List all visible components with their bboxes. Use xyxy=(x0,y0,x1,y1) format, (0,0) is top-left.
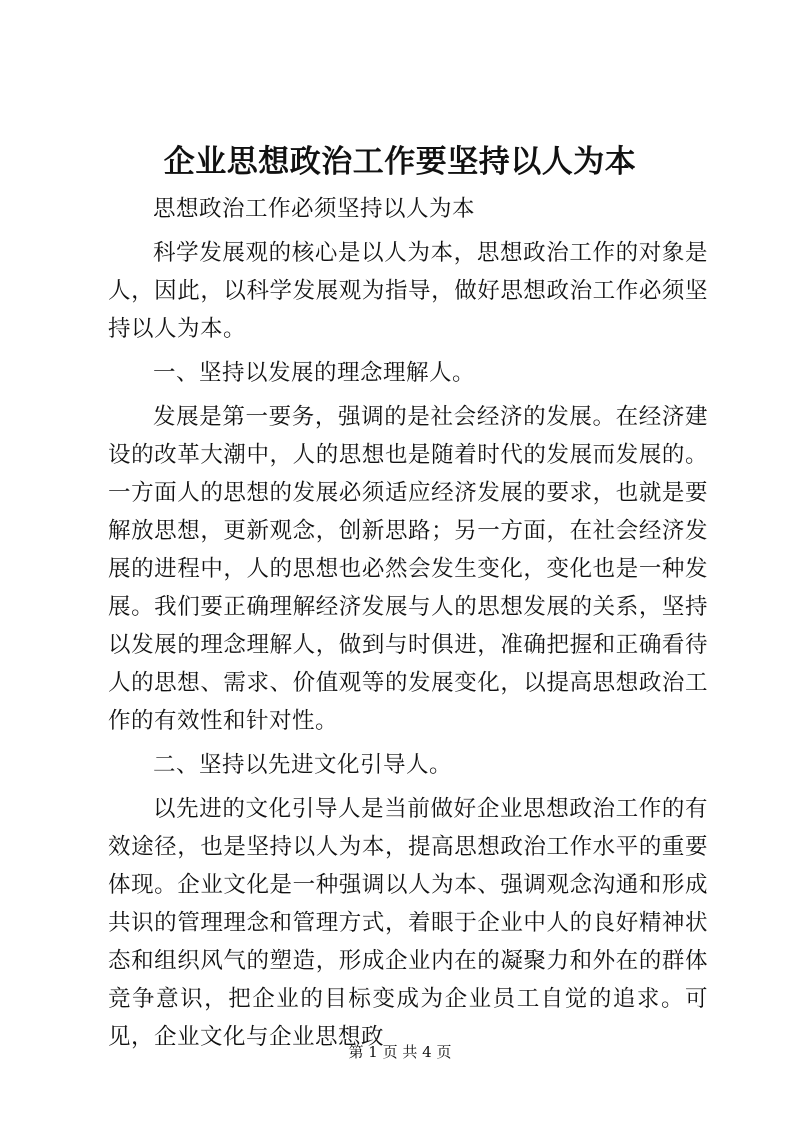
section-heading-2: 二、坚持以先进文化引导人。 xyxy=(153,752,453,778)
section-heading-1: 一、坚持以发展的理念理解人。 xyxy=(153,360,476,386)
paragraph-section-2: 以先进的文化引导人是当前做好企业思想政治工作的有效途径，也是坚持以人为本，提高思想政治工作水平的重要体现。企业文化是一种强调以人为本、强调观念沟通和形成共识的管理理念和管理方式，着眼于企业中人的良好精神状态和组织风气的塑造，形成企业内在的凝聚力和外在的群体竞争意识，把企业的目标变成为企业员工自觉的追求。可见，企业文化与企业思想政 xyxy=(108,796,708,1050)
paragraph-intro: 科学发展观的核心是以人为本，思想政治工作的对象是人，因此，以科学发展观为指导，做好思想政治工作必须坚持以人为本。 xyxy=(108,240,708,342)
page-number-footer: 第 1 页 共 4 页 xyxy=(348,1043,452,1061)
document-body xyxy=(108,190,708,1062)
document-title: 企业思想政治工作要坚持以人为本 xyxy=(163,144,637,180)
paragraph-subtitle: 思想政治工作必须坚持以人为本 xyxy=(153,196,476,222)
paragraph-section-1: 发展是第一要务，强调的是社会经济的发展。在经济建设的改革大潮中，人的思想也是随着时代的发展而发展的。一方面人的思想的发展必须适应经济发展的要求，也就是要解放思想，更新观念，创新思路；另一方面，在社会经济发展的进程中，人的思想也必然会发生变化，变化也是一种发展。我们要正确理解经济发展与人的思想发展的关系，坚持以发展的理念理解人，做到与时俱进，准确把握和正确看待人的思想、需求、价值观等的发展变化，以提高思想政治工作的有效性和针对性。 xyxy=(108,404,708,734)
